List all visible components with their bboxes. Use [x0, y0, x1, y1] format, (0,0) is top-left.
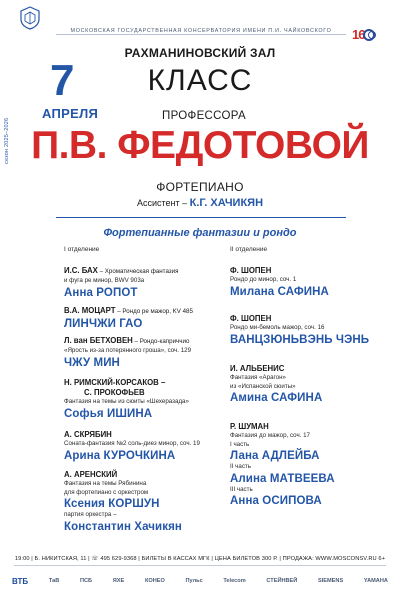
assistant-label: Ассистент – — [136, 198, 188, 208]
work: для фортепиано с оркестром — [64, 488, 149, 496]
program-item — [230, 314, 400, 347]
performer: Амина САФИНА — [230, 392, 323, 404]
footer-info: 19:00 | Б. НИКИТСКАЯ, 11 | ☏ 495 629-9368 | БИЛЕТЫ В КАССАХ МГК | ЦЕНА БИЛЕТОВ 300 Р. | ПРОДАЖА: WWW.MOSCONSV.RU 6+ — [14, 556, 386, 562]
program-item — [64, 470, 239, 534]
work: Фантазия до мажор, соч. 17 — [230, 432, 310, 439]
sponsor-logo: ПСБ — [79, 578, 93, 584]
right-section-label: II отделение — [230, 246, 268, 253]
program-item — [230, 266, 400, 299]
composer: С. ПРОКОФЬЕВ — [84, 388, 145, 397]
work: – Хроматическая фантазия — [97, 268, 179, 275]
program-item — [230, 364, 400, 405]
sponsor-logo: КОНЕО — [144, 578, 165, 584]
instrument: ФОРТЕПИАНО — [156, 180, 244, 194]
date-day: 7 — [50, 56, 75, 105]
work: Рондо до минор, соч. 1 — [230, 276, 297, 283]
part-label: I часть — [230, 440, 250, 448]
sponsor-logo: ЯХЕ — [112, 578, 125, 584]
program-item — [64, 266, 239, 300]
program-divider — [56, 217, 346, 218]
sponsor-logo: Пульс — [185, 578, 203, 584]
assistant-line — [0, 197, 400, 209]
header-line — [56, 34, 346, 35]
teacher-name: П.В. ФЕДОТОВОЙ — [31, 124, 369, 167]
program-item — [64, 306, 239, 331]
assistant-name: К.Г. ХАЧИКЯН — [189, 197, 264, 209]
composer: А. АРЕНСКИЙ — [64, 470, 118, 479]
work: «Ярость из-за потерянного гроша», соч. 129 — [64, 347, 192, 354]
work: из «Испанской сюиты» — [230, 382, 296, 390]
hall-name: РАХМАНИНОВСКИЙ ЗАЛ — [124, 46, 276, 60]
anniversary-logo — [352, 27, 378, 43]
program-title: Фортепианные фантазии и рондо — [103, 227, 297, 239]
sponsor-logo: ВТБ — [12, 576, 29, 586]
performer: ВАНЦЗЮНЬВЭНЬ ЧЭНЬ — [230, 333, 370, 346]
footer-line — [14, 565, 386, 566]
conservatory-emblem-icon — [19, 6, 41, 30]
sponsor-logo: SIEMENS — [318, 578, 344, 584]
composer: Л. ван БЕТХОВЕН — [64, 336, 133, 345]
program-item — [64, 378, 239, 421]
left-section-label: I отделение — [64, 246, 100, 253]
performer: Лана АДЛЕЙБА — [230, 450, 320, 462]
work: Соната-фантазия №2 соль-диез минор, соч. 19 — [64, 440, 200, 447]
klass-title: КЛАСС — [147, 64, 253, 97]
performer: Софья ИШИНА — [64, 407, 153, 420]
performer: Ксения КОРШУН — [64, 498, 160, 510]
sponsor-logo: СТЕЙНВЕЙ — [266, 578, 298, 584]
composer: Н. РИМСКИЙ-КОРСАКОВ – — [64, 378, 166, 387]
work: Фантазия «Арагон» — [230, 374, 286, 381]
sponsor-strip — [12, 572, 388, 590]
work: Рондо ми-бемоль мажор, соч. 16 — [230, 324, 325, 331]
anniversary-ring-inner-icon — [368, 31, 376, 39]
conservatory-name: МОСКОВСКАЯ ГОСУДАРСТВЕННАЯ КОНСЕРВАТОРИЯ ИМЕНИ П.И. ЧАЙКОВСКОГО — [56, 28, 346, 34]
work: Фантазия на темы из сюиты «Шехеразада» — [64, 398, 189, 405]
professor-label: ПРОФЕССОРА — [162, 110, 246, 122]
program-item — [64, 430, 239, 463]
performer: ЛИНЧЖИ ГАО — [64, 318, 143, 330]
sponsor-logo: YAMAHA — [363, 578, 388, 584]
part-label: II часть — [230, 463, 251, 470]
part-label: III часть — [230, 485, 253, 493]
composer: Ф. ШОПЕН — [230, 266, 272, 275]
work: Фантазия на темы Рябинина — [64, 480, 147, 487]
performer: Анна ОСИПОВА — [230, 495, 322, 507]
program-item — [230, 422, 400, 508]
orchestra-note: партия оркестра – — [64, 511, 117, 518]
program-item — [64, 336, 239, 370]
work: – Рондо-каприччио — [132, 338, 190, 345]
sponsor-logo: ТаВ — [48, 578, 60, 584]
sponsor-logo: Telecom — [223, 578, 246, 584]
composer: Ф. ШОПЕН — [230, 314, 272, 323]
composer: А. СКРЯБИН — [64, 430, 112, 439]
date-month: АПРЕЛЯ — [42, 106, 99, 121]
anniversary-number: 16 — [352, 27, 365, 42]
performer: Анна РОПОТ — [64, 286, 138, 299]
performer: Арина КУРОЧКИНА — [64, 449, 176, 462]
performer: Алина МАТВЕЕВА — [230, 472, 335, 485]
season-label: сезон 2025–2026 — [4, 117, 10, 164]
performer: Милана САФИНА — [230, 285, 329, 298]
composer: И.С. БАХ — [64, 266, 98, 275]
performer: ЧЖУ МИН — [64, 356, 120, 369]
work: и фуга ре минор, BWV 903а — [64, 277, 145, 284]
composer: В.А. МОЦАРТ — [64, 306, 116, 315]
composer: И. АЛЬБЕНИС — [230, 364, 285, 373]
composer: Р. ШУМАН — [230, 422, 269, 431]
work: – Рондо ре мажор, KV 485 — [115, 308, 193, 315]
performer: Константин Хачикян — [64, 520, 182, 533]
